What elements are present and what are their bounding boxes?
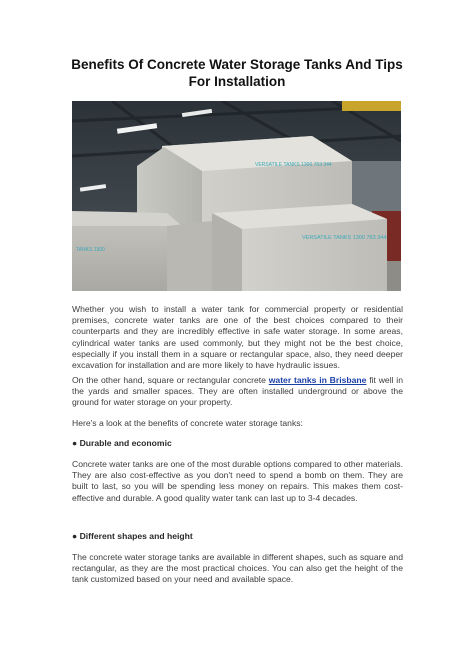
heading-durable: ● Durable and economic bbox=[72, 438, 172, 448]
article-title: Benefits Of Concrete Water Storage Tanks And Tips For Installation bbox=[71, 57, 403, 89]
paragraph-brisbane bbox=[72, 375, 403, 409]
p2-after: fit well in the yards and smaller spaces. They are often installed underground or above the ground for water storage on your property. bbox=[72, 375, 403, 408]
p2-before: On the other hand, square or rectangular concrete bbox=[72, 375, 269, 385]
paragraph-shapes: The concrete water storage tanks are available in different shapes, such as square and rectangular, as they are the most practical choices. You can also get the height of the tank customized based on your need and available space. bbox=[72, 552, 403, 585]
water-tanks-brisbane-link[interactable]: water tanks in Brisbane bbox=[268, 375, 367, 385]
paragraph-benefits-intro: Here's a look at the benefits of concrete water storage tanks: bbox=[72, 418, 303, 428]
paragraph-durable: Concrete water tanks are one of the most durable options compared to other materials. They are also cost-effective as you don't need to spend a bomb on them. They are built to last, so you will be spending less money on repairs. This makes them cost-effective and durable. A good quality water tank can last up to 3-4 decades. bbox=[72, 459, 403, 503]
tank-sign-front: VERSATILE TANKS 1300 763 344 bbox=[302, 235, 387, 241]
heading-shapes: ● Different shapes and height bbox=[72, 531, 193, 541]
tank-sign-left: TANKS 1300 bbox=[76, 247, 105, 253]
warehouse-tanks-photo bbox=[72, 101, 401, 291]
paragraph-intro: Whether you wish to install a water tank for commercial property or residential premises, concrete water tanks are one of the best choices compared to their counterparts and they are incredibly effective in safe water storage. In some areas, cylindrical water tanks are used commonly, but they might not be the best choice, especially if you install them in a square or rectangular space, also, they need deeper excavation for installation and are more likely to have hydraulic issues. bbox=[72, 304, 403, 371]
tank-sign-top: VERSATILE TANKS 1300 763 344 bbox=[255, 162, 332, 168]
